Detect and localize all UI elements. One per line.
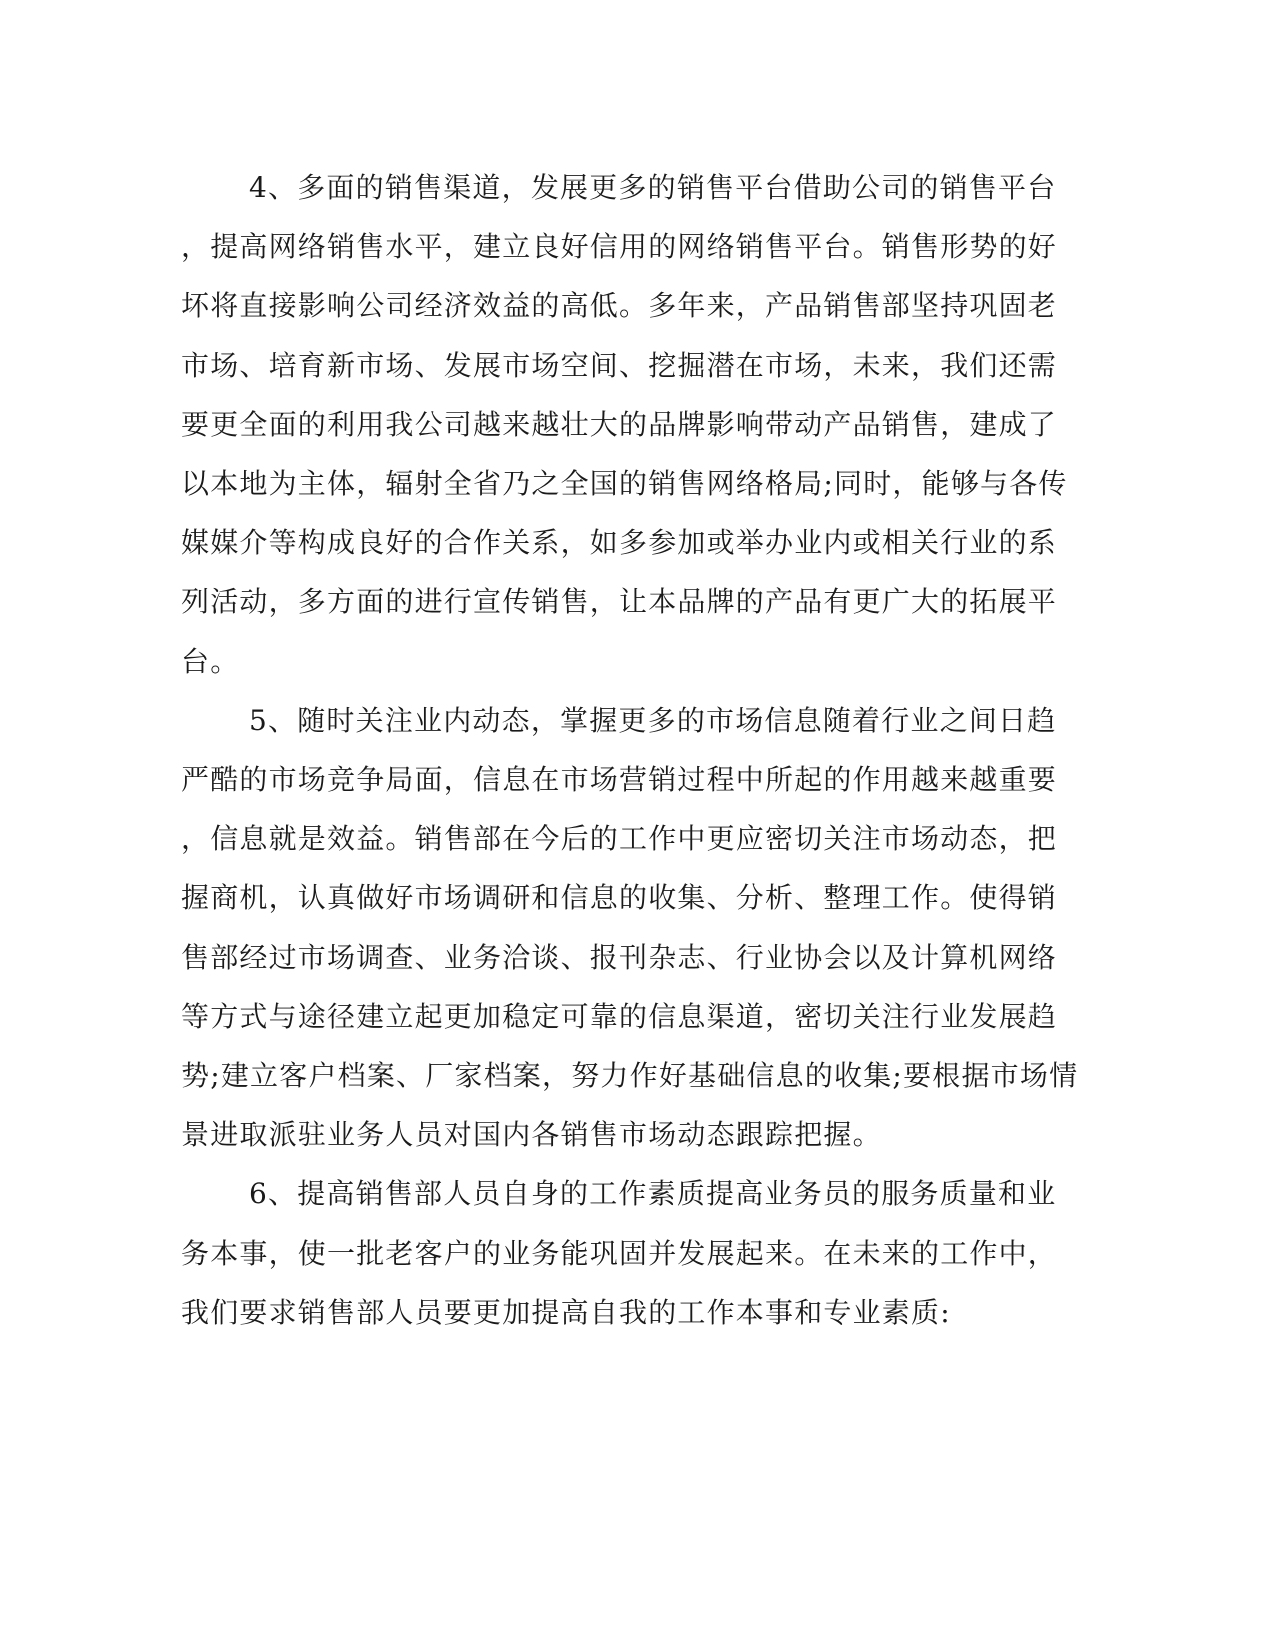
text-line: 坏将直接影响公司经济效益的高低。多年来，产品销售部坚持巩固老 [181, 289, 1058, 323]
text-line: ，信息就是效益。销售部在今后的工作中更应密切关注市场动态，把 [181, 822, 1058, 856]
paragraph-5 [181, 691, 1079, 1165]
text-line: 媒媒介等构成良好的合作关系，如多参加或举办业内或相关行业的系 [181, 526, 1058, 560]
text-line: 台。 [181, 644, 240, 678]
text-line: 以本地为主体，辐射全省乃之全国的销售网络格局;同时，能够与各传 [181, 467, 1068, 501]
text-line: 6、提高销售部人员自身的工作素质提高业务员的服务质量和业 [249, 1177, 1057, 1211]
text-line: 列活动，多方面的进行宣传销售，让本品牌的产品有更广大的拓展平 [181, 585, 1058, 619]
text-line: ，提高网络销售水平，建立良好信用的网络销售平台。销售形势的好 [181, 230, 1058, 264]
text-line: 5、随时关注业内动态，掌握更多的市场信息随着行业之间日趋 [249, 703, 1057, 737]
text-line: 我们要求销售部人员要更加提高自我的工作本事和专业素质: [181, 1295, 951, 1329]
text-line: 售部经过市场调查、业务洽谈、报刊杂志、行业协会以及计算机网络 [181, 940, 1058, 974]
paragraph-6 [181, 1164, 1058, 1342]
text-line: 势;建立客户档案、厂家档案，努力作好基础信息的收集;要根据市场情 [181, 1059, 1079, 1093]
document-body [181, 158, 1079, 1342]
text-line: 市场、培育新市场、发展市场空间、挖掘潜在市场，未来，我们还需 [181, 348, 1058, 382]
text-line: 务本事，使一批老客户的业务能巩固并发展起来。在未来的工作中， [181, 1236, 1058, 1270]
text-line: 要更全面的利用我公司越来越壮大的品牌影响带动产品销售，建成了 [181, 407, 1058, 441]
text-line: 等方式与途径建立起更加稳定可靠的信息渠道，密切关注行业发展趋 [181, 999, 1058, 1033]
text-line: 严酷的市场竞争局面，信息在市场营销过程中所起的作用越来越重要 [181, 763, 1058, 797]
text-line: 握商机，认真做好市场调研和信息的收集、分析、整理工作。使得销 [181, 881, 1058, 915]
text-line: 景进取派驻业务人员对国内各销售市场动态跟踪把握。 [181, 1118, 882, 1152]
text-line: 4、多面的销售渠道，发展更多的销售平台借助公司的销售平台 [249, 171, 1057, 204]
paragraph-4 [181, 158, 1068, 691]
